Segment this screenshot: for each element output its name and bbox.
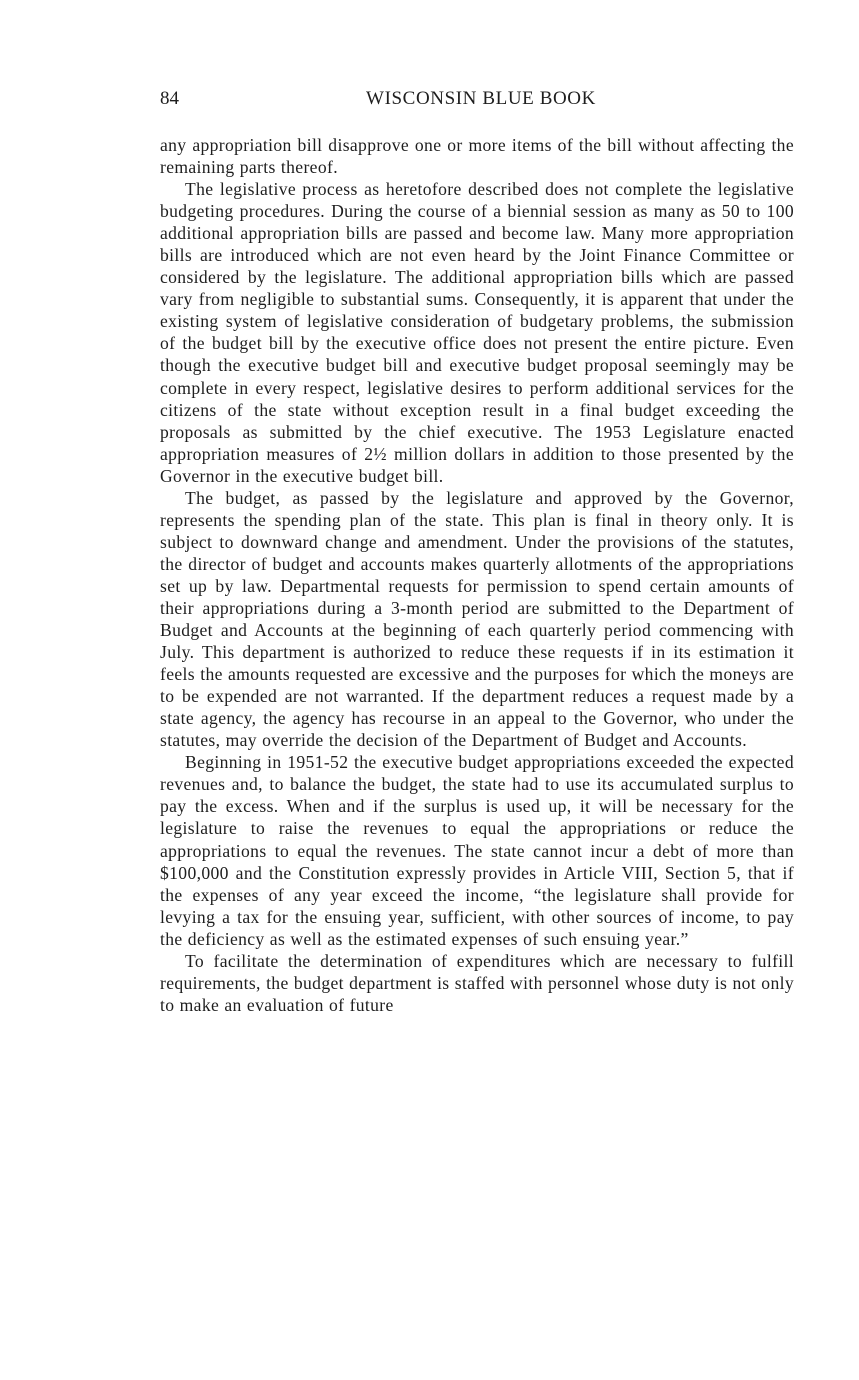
body-text bbox=[160, 134, 794, 1016]
paragraph-continuation: any appropriation bill disapprove one or more items of the bill without affecting the remaining parts thereof. bbox=[160, 135, 794, 178]
paragraph-expenditure-determination: To facilitate the determination of expenditures which are necessary to fulfill requirements, the budget department is staffed with personnel whose duty is not only to make an evaluation of future bbox=[160, 950, 794, 1015]
page-number: 84 bbox=[160, 88, 179, 109]
paragraph-surplus-and-revenues: Beginning in 1951-52 the executive budget appropriations exceeded the expected revenues and, to balance the budget, the state had to use its accumulated surplus to pay the excess. When and if the surplus is used up, it will be necessary for the legislature to raise the revenues to equal the appropriations or reduce the appropriations to equal the revenues. The state cannot incur a debt of more than $100,000 and the Constitution expressly provides in Article VIII, Section 5, that if the expenses of any year exceed the income, “the legislature shall provide for levying a tax for the ensuing year, sufficient, with other sources of income, to pay the deficiency as well as the estimated expenses of such ensuing year.” bbox=[160, 752, 794, 949]
running-title: WISCONSIN BLUE BOOK bbox=[366, 88, 596, 109]
paragraph-budget-spending-plan: The budget, as passed by the legislature and approved by the Governor, represents the spending plan of the state. This plan is final in theory only. It is subject to downward change and amendment. Under the provisions of the statutes, the director of budget and accounts makes quarterly allotments of the appropriations set up by law. Departmental requests for permission to spend certain amounts of their appropriations during a 3-month period are submitted to the Department of Budget and Accounts at the beginning of each quarterly period commencing with July. This department is authorized to reduce these requests if in its estimation it feels the amounts requested are excessive and the purposes for which the moneys are to be expended are not warranted. If the department reduces a request made by a state agency, the agency has recourse in an appeal to the Governor, who under the statutes, may override the decision of the Department of Budget and Accounts. bbox=[160, 487, 795, 751]
paragraph-legislative-process: The legislative process as heretofore described does not complete the legislative budgeting procedures. During the course of a biennial session as many as 50 to 100 additional appropriation bills are passed and become law. Many more appropriation bills are introduced which are not even heard by the Joint Finance Committee or considered by the legislature. The additional appropriation bills which are passed vary from negligible to substantial sums. Consequently, it is apparent that under the existing system of legislative consideration of budgetary problems, the submission of the budget bill by the executive office does not present the entire picture. Even though the executive budget bill and executive budget proposal seemingly may be complete in every respect, legislative desires to perform additional services for the citizens of the state without exception result in a final budget exceeding the proposals as submitted by the chief executive. The 1953 Legislature enacted appropriation measures of 2½ million dollars in addition to those presented by the Governor in the executive budget bill. bbox=[160, 179, 794, 486]
page-header bbox=[160, 86, 794, 112]
